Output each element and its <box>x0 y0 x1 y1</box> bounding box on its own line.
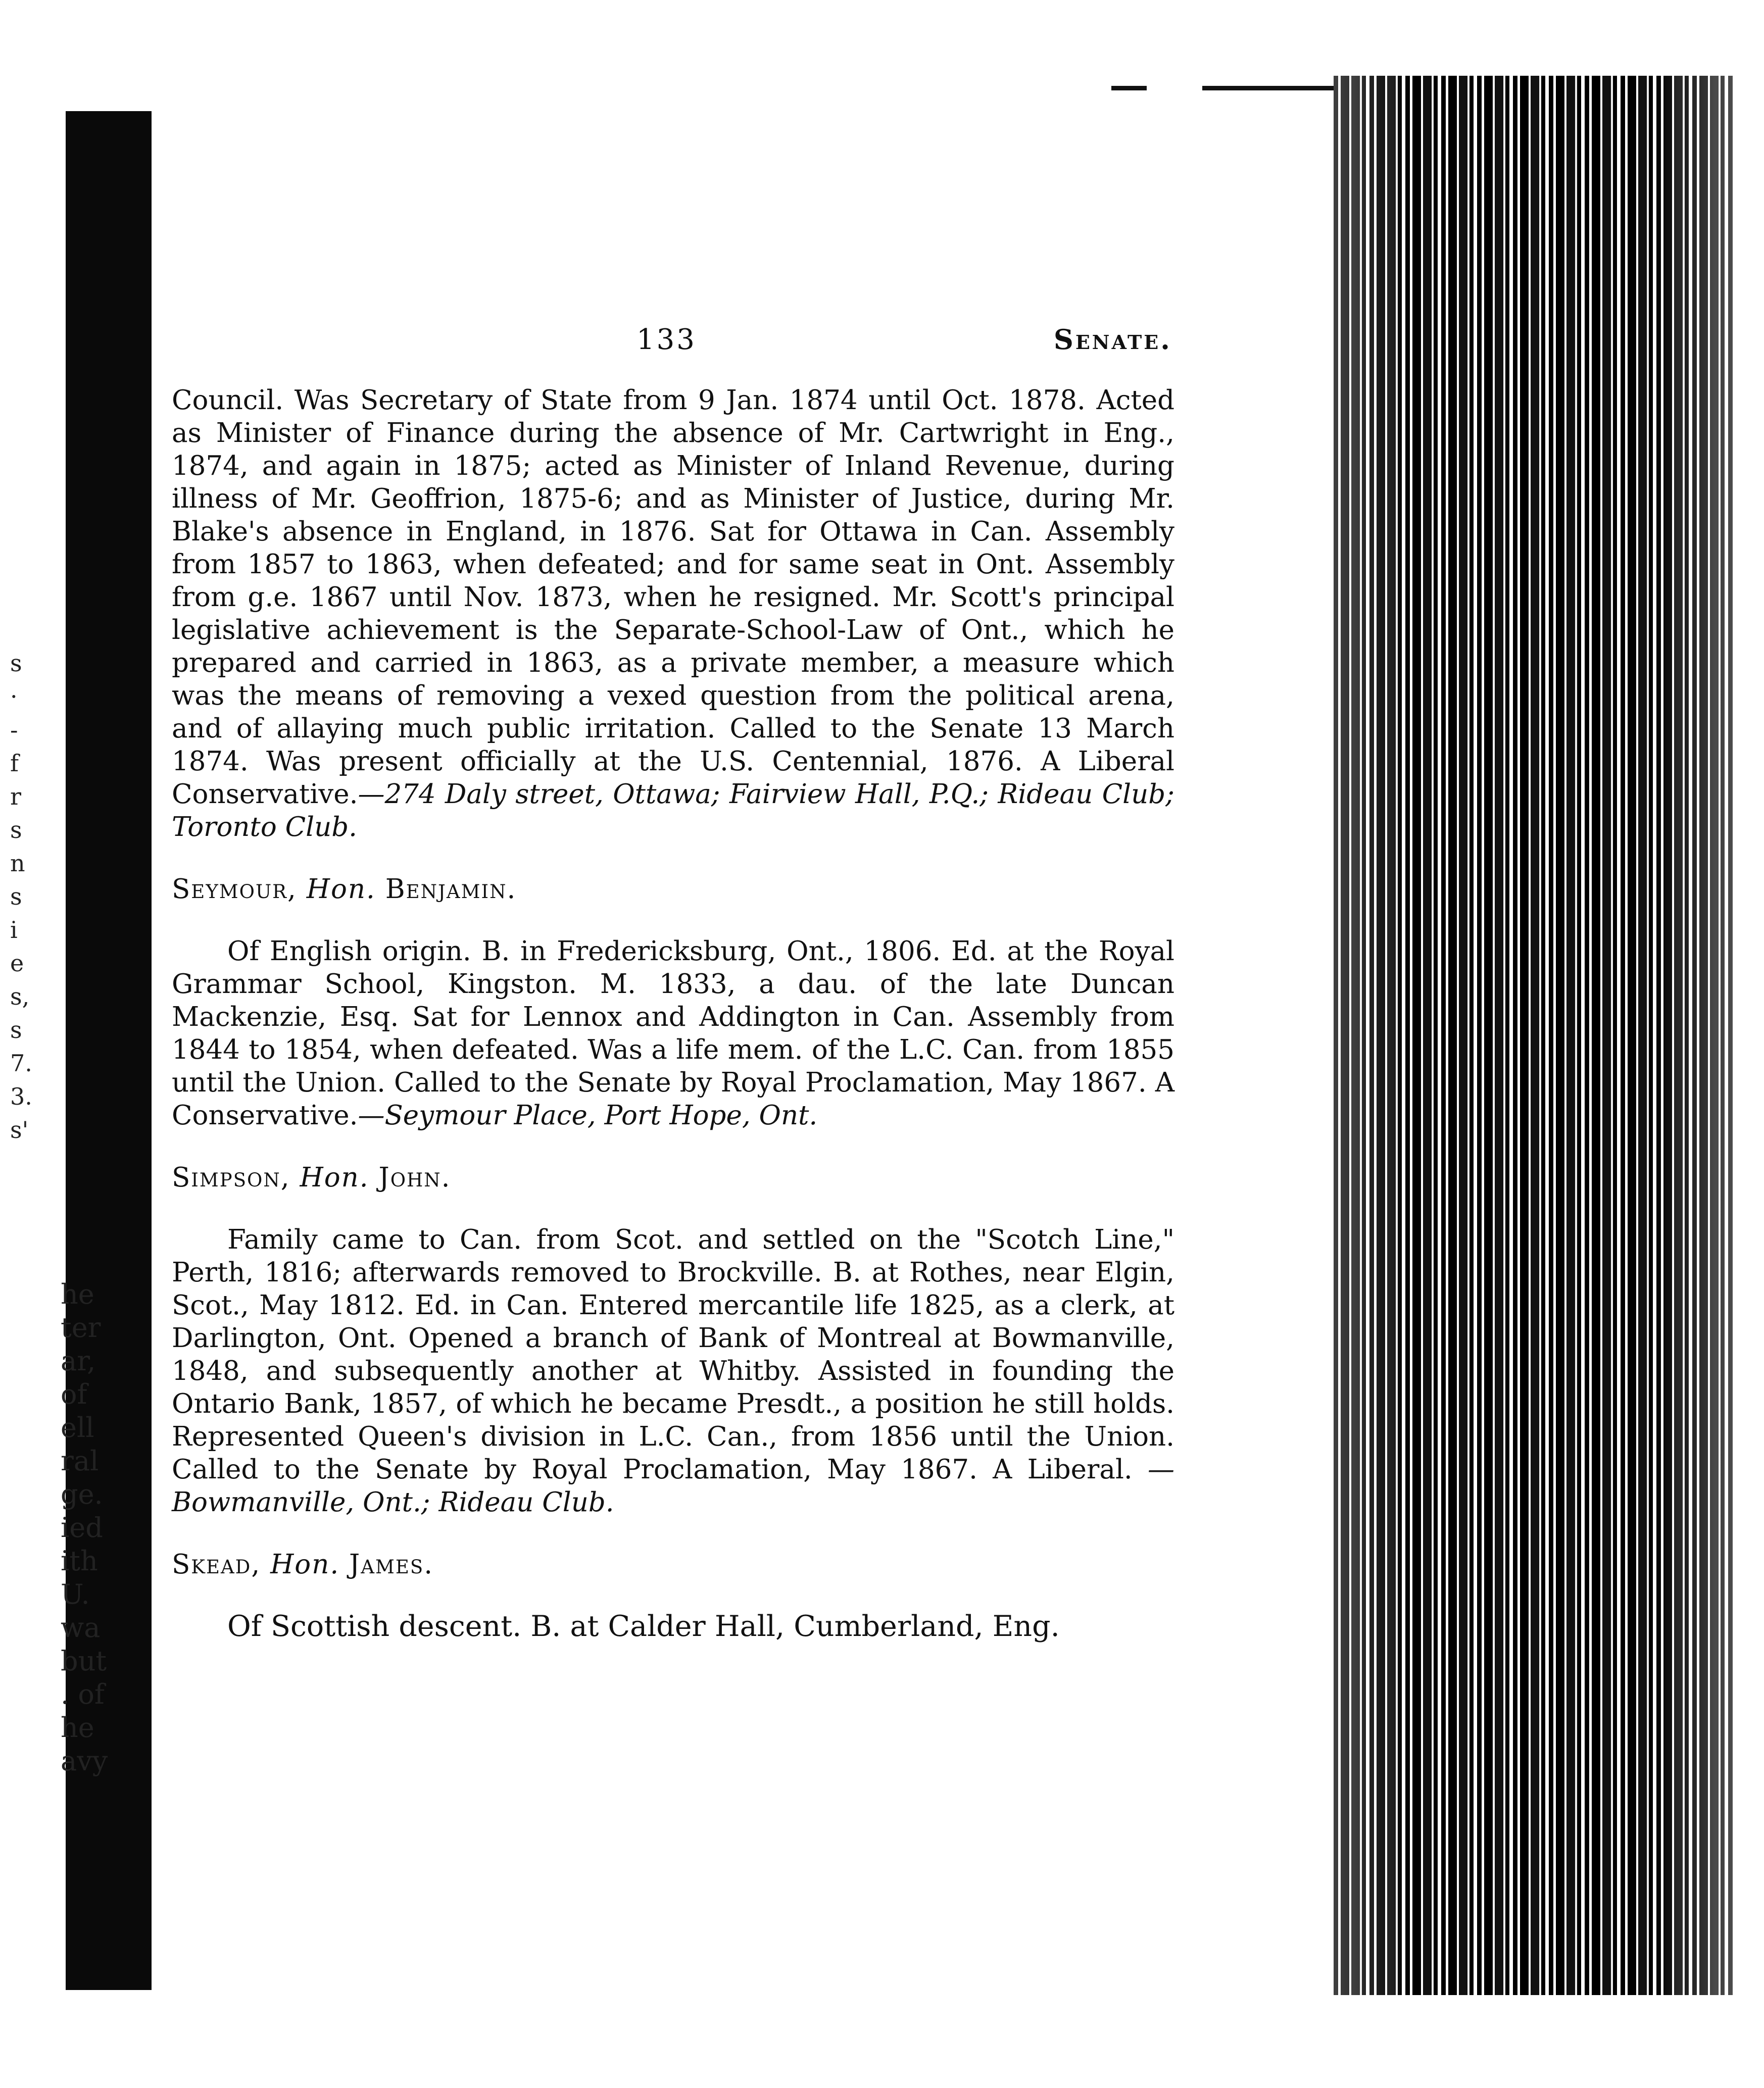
margin-fragment: he <box>61 1712 94 1744</box>
page-body <box>172 384 1174 1643</box>
margin-fragment: but <box>61 1645 107 1677</box>
margin-fragment: s <box>10 883 22 910</box>
entry-text: Council. Was Secretary of State from 9 Jan. 1874 until Oct. 1878. Acted as Minister of Finance during the absence of Mr. Cartwright in Eng., 1874, and again in 1875; acted as Minister of Inland Revenue, during illness of Mr. Geoffrion, 1875-6; and as Minister of Justice, during Mr. Blake's absence in England, in 1876. Sat for Ottawa in Can. Assembly from 1857 to 1863, when defeated; and for same seat in Ont. Assembly from g.e. 1867 until Nov. 1873, when he resigned. Mr. Scott's principal legislative achievement is the Separate-School-Law of Ont., which he prepared and carried in 1863, as a private member, a measure which was the means of removing a vexed question from the political arena, and of allaying much public irritation. Called to the Senate 13 March 1874. Was present officially at the U.S. Centennial, 1876. A Liberal Conservative. <box>172 385 1174 810</box>
margin-fragment: · <box>10 683 18 710</box>
margin-fragment: 7. <box>10 1050 32 1077</box>
facing-page-margin-lower <box>61 1278 167 1778</box>
margin-fragment: s <box>10 816 22 843</box>
entry-heading-simpson: Simpson, Hon. John. <box>172 1162 451 1193</box>
entry-address: —274 Daly street, Ottawa; Fairview Hall, P.Q.; Rideau Club; Toronto Club. <box>172 779 1174 842</box>
margin-fragment: of <box>61 1378 87 1410</box>
entry-text: Family came to Can. from Scot. and settled on the "Scotch Line," Perth, 1816; afterwards removed to Brockville. B. at Rothes, near Elgin, Scot., May 1812. Ed. in Can. Entered mercantile life 1825, as a clerk, at Darlington, Ont. Opened a branch of Bank of Montreal at Bowmanville, 1848, and subsequently another at Whitby. Assisted in founding the Ontario Bank, 1857, of which he became Presdt., a position he still holds. Represented Queen's division in L.C. Can., from 1856 until the Union. Called to the Senate by Royal Proclamation, May 1867. A Liberal. <box>172 1224 1174 1485</box>
margin-fragment: ith <box>61 1545 98 1577</box>
margin-fragment: 3. <box>10 1083 32 1110</box>
margin-fragment: ied <box>61 1512 103 1544</box>
margin-fragment: e <box>10 950 24 977</box>
margin-fragment: ge. <box>61 1478 103 1510</box>
facing-page-margin-upper <box>10 647 116 1147</box>
margin-fragment: s, <box>10 983 30 1010</box>
margin-fragment: ell <box>61 1412 94 1444</box>
margin-fragment: ar, <box>61 1345 96 1377</box>
page-header <box>172 323 1172 364</box>
entry-text: Of English origin. B. in Fredericksburg, Ont., 1806. Ed. at the Royal Grammar School, Kingston. M. 1833, a dau. of the late Duncan Mackenzie, Esq. Sat for Lennox and Addington in Can. Assembly from 1844 to 1854, when defeated. Was a life mem. of the L.C. Can. from 1855 until the Union. Called to the Senate by Royal Proclamation, May 1867. A Conservative. <box>172 936 1174 1131</box>
margin-fragment: U. <box>61 1578 90 1610</box>
margin-fragment: s' <box>10 1116 29 1144</box>
margin-fragment: - <box>10 716 18 743</box>
entry-skead <box>172 1610 1174 1643</box>
page-number: 133 <box>636 323 697 356</box>
margin-fragment: . of <box>61 1678 105 1710</box>
margin-fragment: wa <box>61 1612 101 1644</box>
scan-mark <box>1202 86 1334 90</box>
entry-text: Of Scottish descent. B. at Calder Hall, Cumberland, Eng. <box>227 1610 1060 1643</box>
margin-fragment: s <box>10 1016 22 1043</box>
margin-fragment: s <box>10 650 22 677</box>
margin-fragment: ter <box>61 1312 101 1344</box>
scan-mark <box>1111 86 1147 90</box>
entry-heading-skead: Skead, Hon. James. <box>172 1549 434 1580</box>
entry-heading-seymour: Seymour, Hon. Benjamin. <box>172 874 517 905</box>
margin-fragment: r <box>10 783 21 810</box>
margin-fragment: avy <box>61 1745 108 1777</box>
margin-fragment: ral <box>61 1445 99 1477</box>
entry-address: —Seymour Place, Port Hope, Ont. <box>358 1100 818 1131</box>
margin-fragment: f <box>10 750 19 777</box>
margin-fragment: he <box>61 1278 94 1310</box>
entry-address: — Bowmanville, Ont.; Rideau Club. <box>172 1454 1174 1518</box>
margin-fragment: n <box>10 850 25 877</box>
running-head: Senate. <box>1053 323 1172 356</box>
margin-fragment: i <box>10 916 18 943</box>
scott-continuation <box>172 384 1174 843</box>
page-edge-shading <box>1334 76 1733 1995</box>
entry-seymour <box>172 935 1174 1132</box>
entry-simpson <box>172 1223 1174 1519</box>
